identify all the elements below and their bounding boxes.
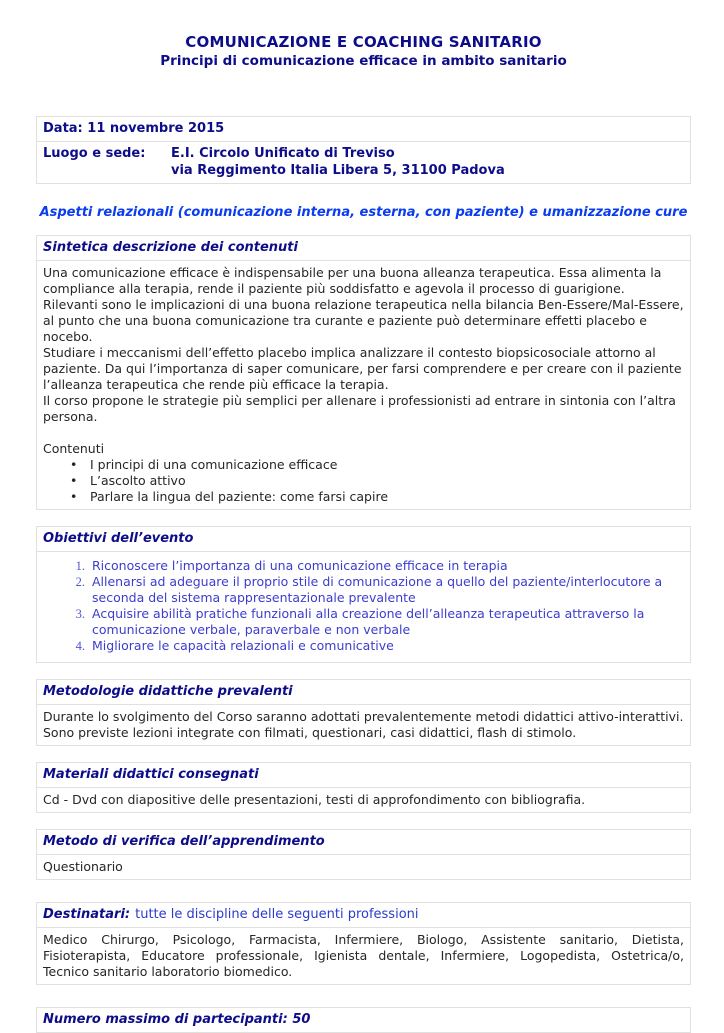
bullet-icon: • (70, 457, 78, 472)
section-description-body (37, 261, 690, 509)
location-value (171, 145, 505, 179)
objective-text: Allenarsi ad adeguare il proprio stile di comunicazione a quello del paziente/interlocutore a seconda del sistema rappresentazionale prevalente (92, 574, 663, 605)
table-row-location (37, 141, 690, 183)
date-value: Data: 11 novembre 2015 (43, 121, 225, 136)
list-item (43, 638, 684, 654)
location-line-2: via Reggimento Italia Libera 5, 31100 Padova (171, 163, 505, 178)
bullet-text: Parlare la lingua del paziente: come farsi capire (90, 489, 389, 504)
section-materials (36, 762, 691, 813)
section-description (36, 235, 691, 510)
section-max-participants (36, 1007, 691, 1033)
section-objectives-body (37, 552, 690, 662)
document-subtitle: Principi di comunicazione efficace in ambito sanitario (160, 53, 567, 69)
recipients-title-subtitle: tutte le discipline delle seguenti professioni (135, 907, 419, 922)
list-number: 4. (75, 639, 85, 653)
section-verification (36, 829, 691, 880)
materials-text: Cd - Dvd con diapositive delle presentazioni, testi di approfondimento con bibliografia. (43, 792, 586, 807)
section-verification-title: Metodo di verifica dell’apprendimento (37, 830, 690, 855)
event-info-table (36, 116, 691, 184)
description-paragraph: Studiare i meccanismi dell’effetto placebo implica analizzare il contesto biopsicosociale attorno al paziente. Da qui l’importanza di saper comunicare, per farsi comprendere e per creare con il paziente l’alleanza terapeutica che rende più efficace la terapia. (43, 345, 682, 392)
list-item (43, 473, 684, 489)
section-materials-body (37, 788, 690, 812)
section-objectives-title: Obiettivi dell’evento (37, 527, 690, 552)
recipients-text: Medico Chirurgo, Psicologo, Farmacista, Infermiere, Biologo, Assistente sanitario, Dietista, Fisioterapista, Educatore professionale, Igienista dentale, Infermiere, Logopedista, Ostetrica/o, Tecnico sanitario laboratorio biomedico. (43, 932, 684, 979)
blank-line (43, 425, 684, 441)
objective-text: Riconoscere l’importanza di una comunicazione efficace in terapia (92, 558, 508, 573)
objective-text: Migliorare le capacità relazionali e comunicative (92, 638, 394, 653)
bullet-icon: • (70, 489, 78, 504)
section-methods (36, 679, 691, 746)
list-item (43, 489, 684, 505)
methods-text: Durante lo svolgimento del Corso saranno adottati prevalentemente metodi didattici attivo-interattivi. Sono previste lezioni integrate con filmati, questionari, casi didattici, flash di stimolo. (43, 709, 684, 740)
section-objectives (36, 526, 691, 663)
bullet-text: I principi di una comunicazione efficace (90, 457, 338, 472)
section-recipients (36, 902, 691, 985)
list-number: 1. (75, 559, 85, 573)
section-materials-title: Materiali didattici consegnati (37, 763, 690, 788)
objective-text: Acquisire abilità pratiche funzionali alla creazione dell’alleanza terapeutica attraverso la comunicazione verbale, paraverbale e non verbale (92, 606, 645, 637)
section-methods-title: Metodologie didattiche prevalenti (37, 680, 690, 705)
bullet-text: L’ascolto attivo (90, 473, 186, 488)
list-item (43, 606, 684, 638)
list-item (43, 457, 684, 473)
document-title: COMUNICAZIONE E COACHING SANITARIO (185, 33, 542, 51)
recipients-title-label: Destinatari: (43, 907, 131, 922)
list-item (43, 574, 684, 606)
description-paragraph: Una comunicazione efficace è indispensabile per una buona alleanza terapeutica. Essa alimenta la compliance alla terapia, rende il paziente più soddisfatto e agevola il processo di guarigione. (43, 265, 662, 296)
list-number: 2. (75, 575, 85, 589)
description-paragraph: Rilevanti sono le implicazioni di una buona relazione terapeutica nella bilancia Ben-Essere/Mal-Essere, al punto che una buona comunicazione tra curante e paziente può determinare effetti placebo e nocebo. (43, 297, 684, 344)
description-paragraph: Il corso propone le strategie più semplici per allenare i professionisti ad entrare in sintonia con l’altra persona. (43, 393, 676, 424)
list-number: 3. (75, 607, 85, 621)
max-participants-title: Numero massimo di partecipanti: 50 (43, 1012, 311, 1027)
course-tagline: Aspetti relazionali (comunicazione interna, esterna, con paziente) e umanizzazione cure (39, 205, 688, 220)
table-row-date (37, 117, 690, 141)
section-recipients-title (37, 903, 690, 928)
verification-text: Questionario (43, 859, 123, 874)
location-line-1: E.I. Circolo Unificato di Treviso (171, 146, 395, 161)
bullet-icon: • (70, 473, 78, 488)
section-verification-body (37, 855, 690, 879)
contents-label: Contenuti (43, 441, 105, 456)
section-recipients-body (37, 928, 690, 984)
section-description-title: Sintetica descrizione dei contenuti (37, 236, 690, 261)
list-item (43, 558, 684, 574)
section-methods-body (37, 705, 690, 745)
location-label: Luogo e sede: (43, 146, 146, 161)
